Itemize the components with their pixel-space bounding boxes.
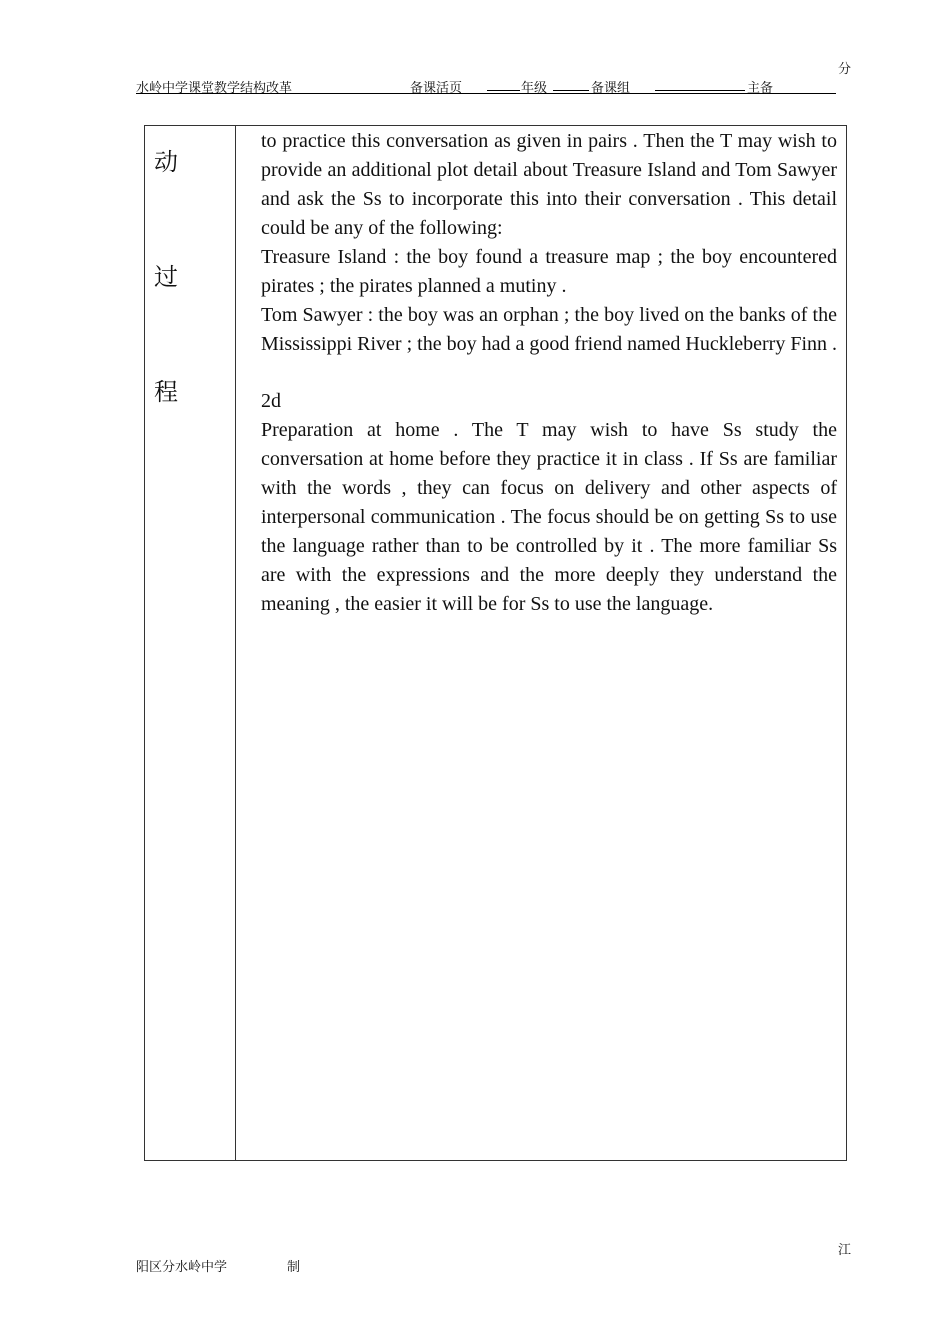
content-paragraph: Preparation at home . The T may wish to have Ss study the conversation at home before they practice it in class . If Ss are familiar with the words , they can focus on delivery and other aspects of interpersonal communication . The focus should be on getting Ss to use the language rather than to be controlled by it . The more familiar Ss are with the expressions and the more deeply they understand the meaning , the easier it will be for Ss to use the language. [261,419,837,615]
content-paragraph: Tom Sawyer : the boy was an orphan ; the boy lived on the banks of the Mississippi River ; the boy had a good friend named Huckleberry Finn . [261,304,838,355]
header-lead-label: 主备 [747,80,774,95]
header-rule [136,93,836,94]
section-label-char: 程 [154,378,178,406]
lesson-content [261,127,837,619]
grade-blank [487,80,520,91]
header-corner-char: 分 [838,61,852,76]
header-group-label: 备课组 [591,80,631,95]
header-page-label: 备课活页 [410,80,463,95]
content-paragraph: to practice this conversation as given in pairs . Then the T may wish to provide an additional plot detail about Treasure Island and Tom Sawyer and ask the Ss to incorporate this into their conversation . This detail could be any of the following: [261,130,837,239]
content-paragraph: Treasure Island : the boy found a treasure map ; the boy encountered pirates ; the pirates planned a mutiny . [261,246,837,297]
header-grade-label: 年级 [521,80,548,95]
section-heading-2d: 2d [261,390,281,412]
footer-made: 制 [287,1259,301,1274]
footer-school: 阳区分水岭中学 [136,1259,228,1274]
section-label-char: 动 [154,148,178,176]
group-blank [553,80,589,91]
footer-corner-char: 江 [838,1242,852,1257]
lead-blank [655,80,745,91]
header-school-reform: 水岭中学课堂教学结构改革 [136,80,293,95]
section-label-char: 过 [154,263,178,291]
